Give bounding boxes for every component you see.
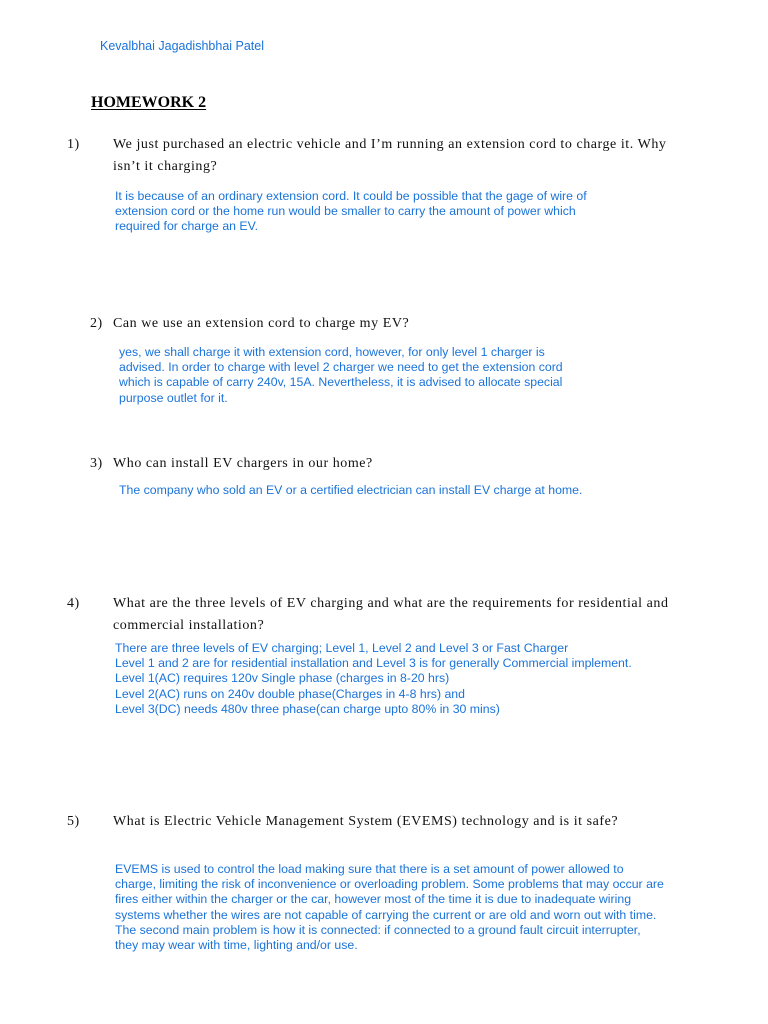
answer-1 bbox=[115, 189, 587, 235]
question-3 bbox=[90, 453, 670, 475]
answer-line: There are three levels of EV charging; Level 1, Level 2 and Level 3 or Fast Charger bbox=[115, 641, 569, 655]
answer-line: charge, limiting the risk of inconvenience or overloading problem. Some problems that may occur are bbox=[115, 877, 664, 892]
answer-line: The company who sold an EV or a certified electrician can install EV charge at home. bbox=[119, 483, 583, 497]
answer-line: Level 1 and 2 are for residential installation and Level 3 is for generally Commercial implement. bbox=[115, 656, 632, 671]
answer-line: EVEMS is used to control the load making sure that there is a set amount of power allowed to bbox=[115, 862, 624, 876]
answer-line: extension cord or the home run would be smaller to carry the amount of power which bbox=[115, 204, 576, 219]
page-title: HOMEWORK 2 bbox=[91, 94, 207, 111]
answer-line: they may wear with time, lighting and/or use. bbox=[115, 938, 358, 953]
question-text: What is Electric Vehicle Management System (EVEMS) technology and is it safe? bbox=[113, 814, 619, 829]
answer-line: Level 2(AC) runs on 240v double phase(Charges in 4-8 hrs) and bbox=[115, 686, 465, 701]
answer-line: fires either within the charger or the car, however most of the time it is due to inadequate wiring bbox=[115, 892, 632, 907]
question-1 bbox=[67, 134, 693, 178]
question-text: Who can install EV chargers in our home? bbox=[113, 456, 373, 471]
author-name: Kevalbhai Jagadishbhai Patel bbox=[100, 39, 265, 53]
answer-3 bbox=[119, 483, 582, 498]
answer-line: systems whether the wires are not capable of carrying the current or are old and worn out with time. bbox=[115, 907, 657, 922]
question-text: What are the three levels of EV charging and what are the requirements for residential and commercial installation? bbox=[113, 596, 669, 633]
answer-line: Level 1(AC) requires 120v Single phase (charges in 8-20 hrs) bbox=[115, 671, 450, 686]
question-4 bbox=[67, 593, 693, 637]
answer-line: which is capable of carry 240v, 15A. Nevertheless, it is advised to allocate special bbox=[119, 375, 563, 390]
question-number: 2) bbox=[90, 316, 103, 331]
answer-line: yes, we shall charge it with extension cord, however, for only level 1 charger is bbox=[119, 345, 545, 359]
answer-line: advised. In order to charge with level 2 charger we need to get the extension cord bbox=[119, 360, 563, 375]
question-number: 4) bbox=[67, 596, 80, 611]
question-number: 5) bbox=[67, 814, 80, 829]
question-5 bbox=[67, 811, 683, 833]
question-number: 3) bbox=[90, 456, 103, 471]
answer-line: Level 3(DC) needs 480v three phase(can charge upto 80% in 30 mins) bbox=[115, 701, 500, 716]
answer-2 bbox=[119, 345, 563, 406]
question-text: Can we use an extension cord to charge my EV? bbox=[113, 316, 410, 331]
answer-line: The second main problem is how it is connected: if connected to a ground fault circuit interrupter, bbox=[115, 922, 641, 937]
question-2 bbox=[90, 313, 670, 335]
answer-line: purpose outlet for it. bbox=[119, 390, 228, 405]
question-text: We just purchased an electric vehicle and I’m running an extension cord to charge it. Why isn’t it charging? bbox=[113, 137, 667, 174]
question-number: 1) bbox=[67, 137, 80, 152]
answer-4 bbox=[115, 641, 632, 717]
answer-line: It is because of an ordinary extension cord. It could be possible that the gage of wire of bbox=[115, 189, 587, 203]
answer-5 bbox=[115, 862, 664, 953]
answer-line: required for charge an EV. bbox=[115, 219, 259, 234]
